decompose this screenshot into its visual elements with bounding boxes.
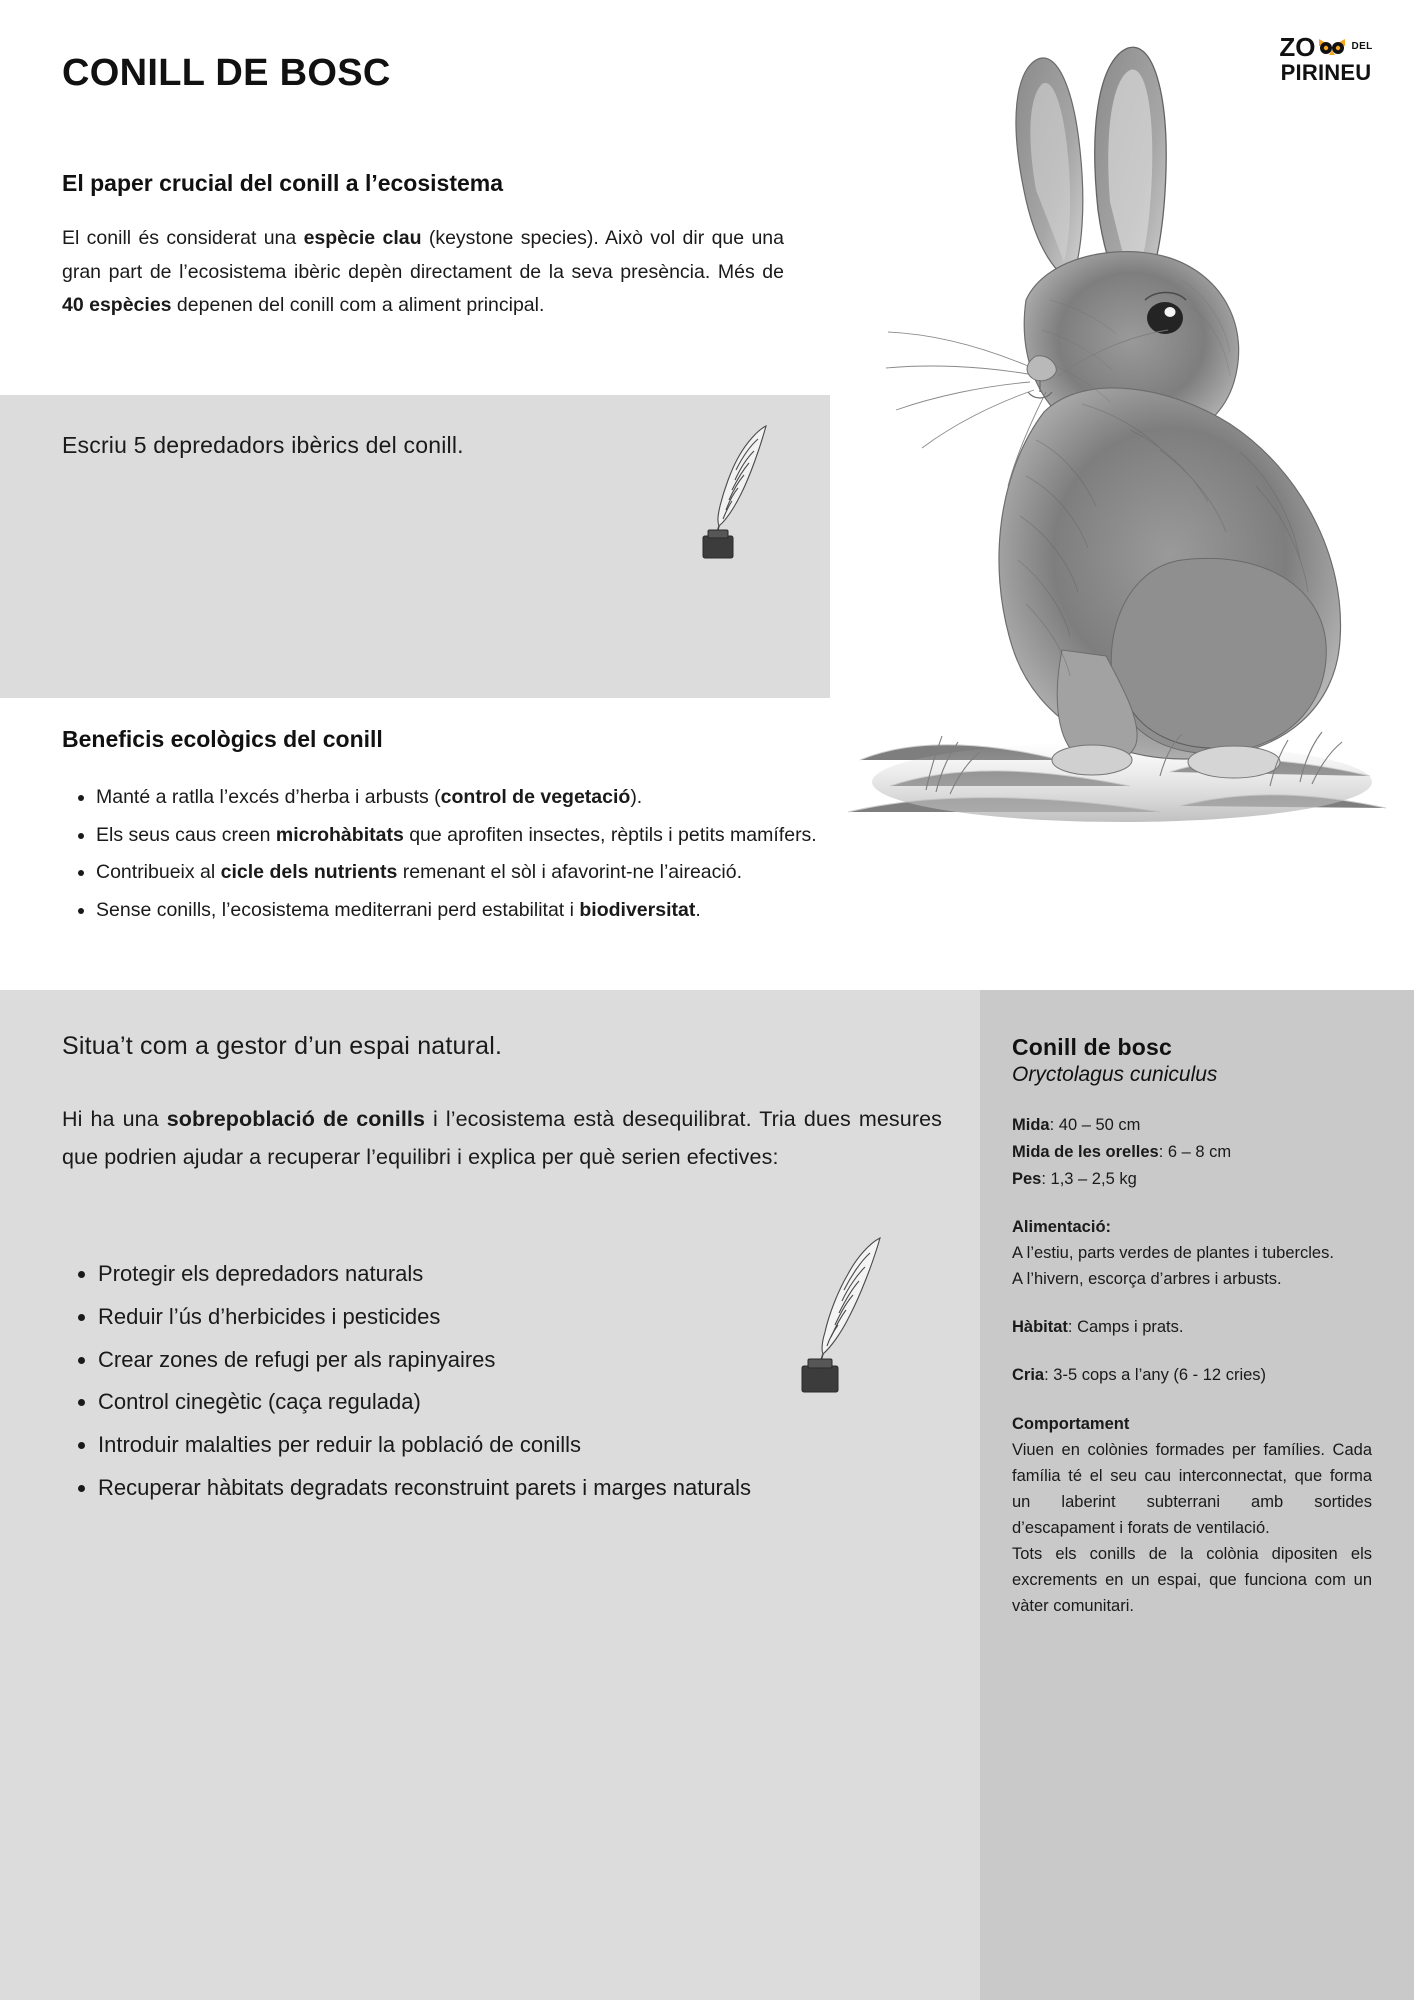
plain-text: Sense conills, l’ecosistema mediterrani perd estabilitat i — [96, 898, 580, 921]
owl-icon — [1317, 36, 1347, 58]
plain-text: (keystone species). Això vol dir que una gran part de l’ecosistema ibèric depèn directament de la seva presència. Més de — [62, 227, 784, 283]
species-measurements — [1012, 1113, 1372, 1192]
logo-del-text: DEL — [1351, 41, 1373, 52]
plain-text: . — [695, 898, 701, 921]
top-section — [0, 0, 1414, 990]
page-title: CONILL DE BOSC — [62, 52, 391, 94]
emphasis-text: biodiversitat — [579, 898, 696, 921]
quill-and-inkwell-icon — [800, 1230, 895, 1400]
info-line: Cria: 3-5 cops a l’any (6 - 12 cries) — [1012, 1366, 1267, 1385]
species-breeding — [1012, 1362, 1372, 1388]
emphasis-text: sobrepoblació de conills — [166, 1107, 426, 1131]
plain-text: ). — [630, 786, 643, 808]
emphasis-text: cicle dels nutrients — [220, 861, 398, 884]
info-label: Comportament — [1012, 1414, 1130, 1433]
plain-text: i l’ecosistema està desequilibrat. Tria dues mesures que podrien ajudar a recuperar l’equilibri i explica per què serien efectives: — [62, 1107, 942, 1170]
species-feeding — [1012, 1214, 1372, 1292]
info-text: Tots els conills de la colònia dipositen els excrements en un espai, que funciona com un vàter comunitari. — [1012, 1544, 1372, 1615]
info-line: Hàbitat: Camps i prats. — [1012, 1318, 1184, 1337]
plain-text: remenant el sòl i afavorint-ne l’aireació. — [397, 861, 742, 884]
measurement-line: Mida de les orelles: 6 – 8 cm — [1012, 1143, 1232, 1162]
section-heading-benefits: Beneficis ecològics del conill — [62, 726, 383, 752]
list-item — [96, 857, 856, 889]
emphasis-text: espècie clau — [303, 227, 422, 249]
info-text: A l’hivern, escorça d’arbres i arbusts. — [1012, 1270, 1282, 1289]
bottom-section — [0, 990, 1414, 2000]
info-text: Viuen en colònies formades per famílies. Cada família té el seu cau interconnectat, que forma un laberint subterrani amb sortides d’escapament i forats de ventilació. — [1012, 1440, 1372, 1537]
species-info-panel — [980, 990, 1414, 2000]
task-paragraph — [62, 1100, 942, 1177]
info-text: A l’estiu, parts verdes de plantes i tubercles. — [1012, 1244, 1334, 1263]
activity-prompt: Escriu 5 depredadors ibèrics del conill. — [62, 432, 464, 458]
plain-text: que aprofiten insectes, rèptils i petits mamífers. — [403, 823, 817, 846]
task-option[interactable]: • Recuperar hàbitats degradats reconstruint parets i marges naturals — [98, 1469, 888, 1507]
emphasis-text: control de vegetació — [440, 786, 631, 808]
top-left-column — [0, 0, 830, 990]
emphasis-text: microhàbitats — [275, 823, 404, 846]
plain-text: Contribueix al — [96, 861, 221, 884]
quill-and-inkwell-icon — [700, 420, 780, 565]
key-species-paragraph — [62, 222, 784, 323]
task-option[interactable]: • Introduir malalties per reduir la població de conills — [98, 1426, 938, 1464]
species-habitat — [1012, 1314, 1372, 1340]
task-option[interactable]: • Crear zones de refugi per als rapinyaires — [98, 1341, 938, 1379]
plain-text: Els seus caus creen — [96, 823, 276, 846]
benefits-list — [62, 782, 856, 932]
emphasis-text: 40 espècies — [62, 294, 172, 317]
logo-name-text: PIRINEU — [1280, 60, 1372, 85]
plain-text: Hi ha una — [62, 1107, 167, 1131]
species-scientific-name: Oryctolagus cuniculus — [1012, 1063, 1218, 1086]
list-item — [96, 820, 856, 852]
species-name: Conill de bosc — [1012, 1034, 1172, 1060]
task-title: Situa’t com a gestor d’un espai natural. — [62, 1032, 503, 1060]
list-item — [96, 895, 856, 927]
plain-text: El conill és considerat una — [62, 227, 304, 249]
plain-text: Manté a ratlla l’excés d’herba i arbusts ( — [96, 786, 441, 808]
task-option[interactable]: • Control cinegètic (caça regulada) — [98, 1383, 938, 1421]
list-item — [96, 782, 856, 814]
zoo-del-pirineu-logo — [1266, 34, 1386, 84]
species-behaviour — [1012, 1411, 1372, 1620]
measurement-line: Mida: 40 – 50 cm — [1012, 1116, 1141, 1134]
logo-wordmark-row — [1266, 34, 1386, 60]
task-option[interactable]: • Protegir els depredadors naturals — [98, 1255, 938, 1293]
info-label: Alimentació: — [1012, 1218, 1112, 1237]
rabbit-illustration — [830, 0, 1414, 990]
measurement-line: Pes: 1,3 – 2,5 kg — [1012, 1170, 1137, 1189]
section-heading-key-species: El paper crucial del conill a l’ecosistema — [62, 170, 504, 196]
logo-word: ZO — [1279, 32, 1316, 62]
task-option[interactable]: • Reduir l’ús d’herbicides i pesticides — [98, 1298, 938, 1336]
plain-text: depenen del conill com a aliment principal. — [171, 294, 545, 317]
